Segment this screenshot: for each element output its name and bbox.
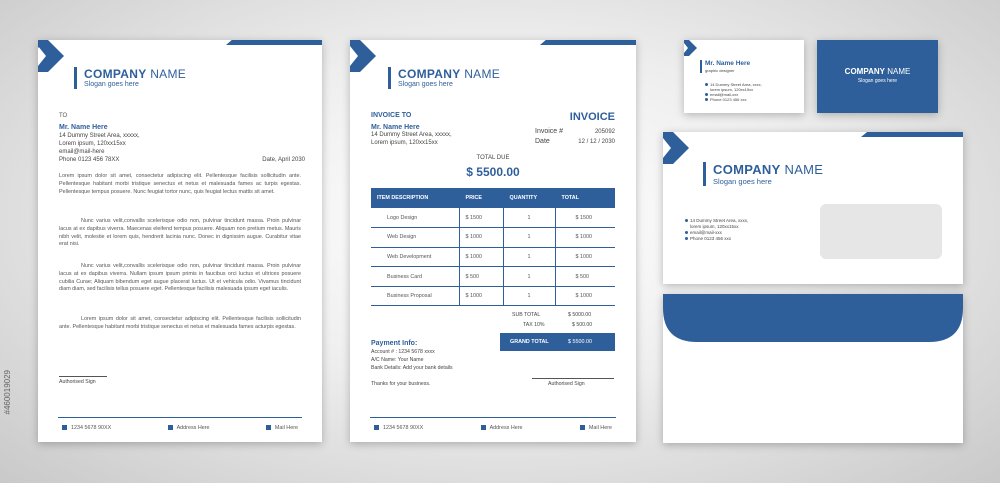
card-role: graphic designer: [705, 68, 735, 73]
item-description: Business Proposal: [371, 286, 459, 306]
envelope-back: [663, 294, 963, 443]
column-header: PRICE: [459, 188, 503, 208]
envelope-address-2: lorem ipsum, 120xx15xx: [690, 224, 739, 229]
card-address-1: 14 Dummy Street Area, xxxx,: [710, 82, 762, 87]
company-slogan: Slogan goes here: [713, 177, 772, 186]
location-icon: [481, 425, 486, 430]
footer-mail: Mail Here: [274, 424, 298, 431]
envelope-address-1: 14 Dummy Street Area, xxxx,: [690, 218, 749, 223]
signature-line: [532, 378, 614, 379]
recipient-address-2: Lorem ipsum, 120xx15xx: [59, 141, 126, 147]
invoice-number: 205092: [594, 129, 615, 135]
payment-bank: Bank Details: Add your bank details: [371, 365, 453, 371]
column-header: TOTAL: [555, 188, 615, 208]
company-name-rest: NAME: [150, 67, 187, 81]
card-name-bar: [700, 60, 702, 73]
envelope-contact: [685, 218, 748, 242]
mail-icon: [705, 93, 708, 96]
column-header: ITEM DESCRIPTION: [371, 188, 459, 208]
table-row: [371, 247, 615, 267]
company-slogan: Slogan goes here: [398, 81, 453, 88]
item-description: Web Design: [371, 228, 459, 248]
letter-paragraph: Lorem ipsum dolor sit amet, consectetur adipiscing elit. Pellentesque facilisis sollicitudin ante. Pellentesque habitant morbi tristique senectus et netus et malesuada fames ac turpis egestas. Pellentesque tempus posuere. Nunc feugiat tortor nunc, quis feugiat lectus mattis sit amet.: [59, 173, 301, 195]
item-price: $ 1500: [459, 208, 503, 228]
column-header: QUANTITY: [503, 188, 555, 208]
signature-label: Authorised Sign: [548, 381, 585, 387]
invoice-items-table: [371, 188, 615, 306]
envelope-phone: Phone 0123 456 xxx: [690, 236, 732, 241]
phone-icon: [374, 425, 379, 430]
card-email: email@mail-xxx: [710, 92, 739, 97]
mail-icon: [580, 425, 585, 430]
invoice-title: INVOICE: [569, 111, 615, 123]
mail-icon: [266, 425, 271, 430]
business-card-front: [684, 40, 804, 113]
table-row: [371, 286, 615, 306]
chevron-corner-icon: [663, 132, 691, 168]
footer-address: Address Here: [489, 424, 523, 431]
company-logo: [703, 162, 863, 186]
signature-label: Authorised Sign: [59, 379, 96, 385]
table-header-row: [371, 188, 615, 208]
company-name-bold: COMPANY: [844, 67, 885, 76]
chevron-corner-icon: [684, 40, 698, 58]
letterhead-sheet: [38, 40, 322, 442]
subtotal-label: SUB TOTAL: [512, 312, 541, 318]
item-total: $ 1500: [555, 208, 615, 228]
footer-mail: Mail Here: [588, 424, 612, 431]
recipient-address-1: 14 Dummy Street Area, xxxxx,: [59, 133, 140, 139]
total-due-amount: $ 5500.00: [466, 165, 520, 179]
location-icon: [168, 425, 173, 430]
item-price: $ 1000: [459, 286, 503, 306]
recipient-email: email@mail-here: [59, 149, 105, 155]
item-total: $ 500: [555, 267, 615, 287]
letter-date: Date, April 2030: [262, 157, 305, 163]
chevron-corner-icon: [350, 40, 378, 76]
top-accent-bar: [861, 132, 963, 137]
item-quantity: 1: [503, 247, 555, 267]
invoice-footer: [370, 417, 616, 437]
invoice-recipient-address-2: Lorem ipsum, 120xx15xx: [371, 140, 438, 146]
invoice-recipient-name: Mr. Name Here: [371, 124, 420, 131]
item-description: Business Card: [371, 267, 459, 287]
company-name-rest: NAME: [464, 67, 501, 81]
item-description: Logo Design: [371, 208, 459, 228]
phone-icon: [685, 237, 688, 240]
payment-account: Account # : 1234 5678 xxxx: [371, 349, 435, 355]
mail-icon: [685, 231, 688, 234]
item-quantity: 1: [503, 208, 555, 228]
item-total: $ 1000: [555, 247, 615, 267]
card-address: [705, 82, 762, 102]
company-name-bold: COMPANY: [713, 162, 781, 177]
company-name-rest: NAME: [887, 67, 911, 76]
envelope-front: [663, 132, 963, 284]
company-name-bold: COMPANY: [398, 67, 461, 81]
grand-total-bar: [500, 333, 615, 351]
grand-total-value: $ 5500.00: [568, 339, 592, 345]
item-price: $ 1000: [459, 228, 503, 248]
chevron-corner-icon: [38, 40, 66, 76]
tax-value: $ 500.00: [572, 322, 593, 328]
company-slogan: Slogan goes here: [84, 81, 139, 88]
thanks-text: Thanks for your business.: [371, 381, 431, 387]
letter-paragraph: Nunc varius velit,convallis scelerisque odio non, pulvinar tincidunt massa. Proin pulvinar lacus at ex dapibus viverra. Nullam ipsum ipsum primis in faucibus orci luctus et ultrices posuere cubilia Curae; Aliquam bibendum eget augue placerat luctus. Ut et vehicula odio. Vivamus tincidunt diam diam, sed facilisis tellus posuere eget. Pellentesque facilisis malesuada ipsum eget iaculis.: [59, 263, 301, 293]
business-card-back: [817, 40, 938, 113]
invoice-date-label: Date: [535, 138, 550, 145]
item-price: $ 500: [459, 267, 503, 287]
item-total: $ 1000: [555, 228, 615, 248]
envelope-address-window: [820, 204, 942, 259]
card-name: Mr. Name Here: [705, 60, 751, 67]
payment-name: A/C Name: Your Name: [371, 357, 424, 363]
item-price: $ 1000: [459, 247, 503, 267]
card-back-company: [817, 67, 938, 76]
envelope-flap: [663, 294, 963, 354]
phone-icon: [62, 425, 67, 430]
item-quantity: 1: [503, 286, 555, 306]
recipient-phone: Phone 0123 456 78XX: [59, 157, 120, 163]
footer-phone: 1234 5678 90XX: [383, 424, 424, 431]
card-address-2: lorem ipsum, 120xx15xx: [710, 87, 754, 92]
invoice-sheet: [350, 40, 636, 442]
stock-id-watermark: #460019029: [3, 370, 12, 415]
top-accent-bar: [540, 40, 636, 45]
table-row: [371, 267, 615, 287]
location-icon: [685, 219, 688, 222]
card-phone: Phone 0123 456 xxx: [710, 97, 747, 102]
company-logo: [388, 67, 548, 89]
signature-line: [59, 376, 107, 377]
letterhead-footer: [58, 417, 302, 437]
envelope-email: email@mail-xxx: [690, 230, 722, 235]
total-due-label: TOTAL DUE: [476, 155, 510, 161]
company-logo: [74, 67, 234, 89]
company-name-rest: NAME: [784, 162, 824, 177]
recipient-name: Mr. Name Here: [59, 124, 108, 131]
tax-label: TAX 10%: [523, 322, 545, 328]
subtotal-value: $ 5000.00: [568, 312, 592, 318]
location-icon: [705, 83, 708, 86]
invoice-date: 12 / 12 / 2030: [578, 139, 615, 145]
footer-phone: 1234 5678 90XX: [71, 424, 112, 431]
company-name-bold: COMPANY: [84, 67, 147, 81]
table-row: [371, 228, 615, 248]
table-row: [371, 208, 615, 228]
invoice-number-label: Invoice #: [535, 128, 564, 135]
footer-address: Address Here: [176, 424, 210, 431]
item-quantity: 1: [503, 267, 555, 287]
top-accent-bar: [226, 40, 322, 45]
phone-icon: [705, 98, 708, 101]
grand-total-label: GRAND TOTAL: [510, 339, 549, 345]
item-description: Web Development: [371, 247, 459, 267]
to-label: TO: [59, 113, 68, 119]
letter-paragraph: Nunc varius velit,convallis scelerisque odio non, pulvinar tincidunt massa. Proin pulvinar lacus at ex dapibus viverra. Maecenas eleifend tempus posuere. Aliquam non pretium metus. Mauris nibh velit, molestie et lorem quis, hendrerit lacinia nunc. Donec in dignissim augue. Curabitur vitae erat nisi.: [59, 218, 301, 248]
invoice-to-label: INVOICE TO: [371, 112, 412, 119]
letter-paragraph: Lorem ipsum dolor sit amet, consectetur adipiscing elit. Pellentesque facilisis sollicitudin ante. Pellentesque habitant morbi tristique senectus et netus et malesuada fames acturpis egestas.: [59, 316, 301, 330]
card-back-slogan: Slogan goes here: [857, 78, 898, 84]
item-quantity: 1: [503, 228, 555, 248]
payment-info-title: Payment Info:: [371, 340, 418, 347]
invoice-recipient-address-1: 14 Dummy Street Area, xxxxx,: [371, 132, 452, 138]
item-total: $ 1000: [555, 286, 615, 306]
